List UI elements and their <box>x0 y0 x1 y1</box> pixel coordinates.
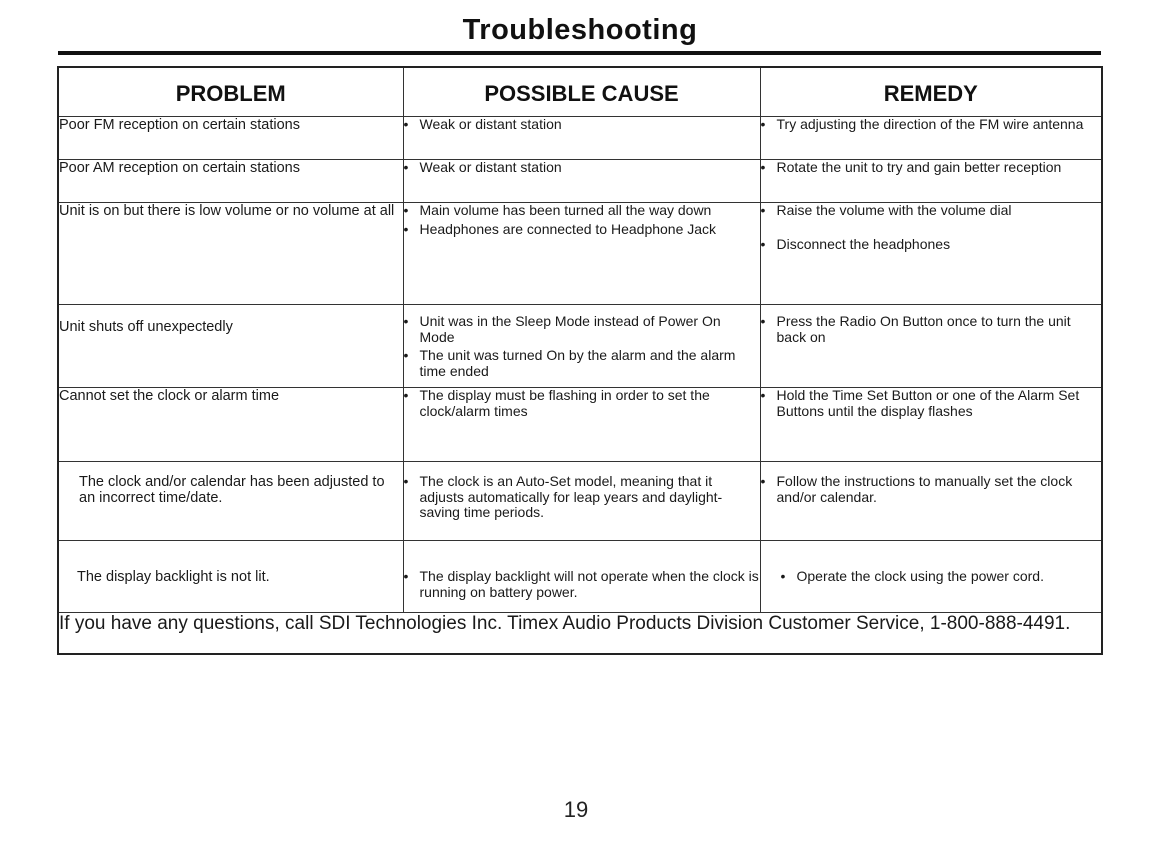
remedy-item: • Rotate the unit to try and gain better reception <box>761 160 1102 176</box>
customer-service-note: If you have any questions, call SDI Technologies Inc. Timex Audio Products Division Customer Service, 1-800-888-4491. <box>58 613 1102 655</box>
table-row <box>58 388 1102 462</box>
cause-cell <box>403 305 760 388</box>
remedy-cell <box>760 388 1102 462</box>
table-header-row <box>58 67 1102 117</box>
cause-item: • The unit was turned On by the alarm and the alarm time ended <box>404 348 760 379</box>
cause-item: • Weak or distant station <box>404 117 760 133</box>
table-row <box>58 160 1102 203</box>
cause-item: • The display backlight will not operate when the clock is running on battery power. <box>404 569 760 600</box>
troubleshooting-table <box>57 66 1103 655</box>
problem-cell: The display backlight is not lit. <box>58 541 403 613</box>
cause-cell <box>403 117 760 160</box>
cause-item: • Main volume has been turned all the way down <box>404 203 760 219</box>
cause-cell <box>403 388 760 462</box>
cause-item: • The clock is an Auto-Set model, meaning that it adjusts automatically for leap years and daylight-saving time periods. <box>404 474 760 521</box>
remedy-cell <box>760 160 1102 203</box>
remedy-cell <box>760 541 1102 613</box>
header-remedy: REMEDY <box>760 67 1102 117</box>
cause-cell <box>403 203 760 305</box>
title-divider <box>58 51 1101 55</box>
problem-cell: Cannot set the clock or alarm time <box>58 388 403 462</box>
problem-cell: Poor AM reception on certain stations <box>58 160 403 203</box>
cause-item: • The display must be flashing in order to set the clock/alarm times <box>404 388 760 419</box>
table-row <box>58 203 1102 305</box>
footer-row <box>58 613 1102 655</box>
remedy-item: • Follow the instructions to manually set the clock and/or calendar. <box>761 474 1102 505</box>
cause-cell <box>403 462 760 541</box>
page-title: Troubleshooting <box>462 14 698 46</box>
cause-cell <box>403 541 760 613</box>
remedy-cell <box>760 462 1102 541</box>
table-row <box>58 462 1102 541</box>
problem-cell: The clock and/or calendar has been adjusted to an incorrect time/date. <box>58 462 403 541</box>
cause-item: • Unit was in the Sleep Mode instead of Power On Mode <box>404 314 760 345</box>
remedy-cell <box>760 203 1102 305</box>
header-problem: PROBLEM <box>58 67 403 117</box>
remedy-cell <box>760 117 1102 160</box>
cause-cell <box>403 160 760 203</box>
table-row <box>58 541 1102 613</box>
page-number: 19 <box>563 797 589 822</box>
remedy-cell <box>760 305 1102 388</box>
table-row <box>58 117 1102 160</box>
cause-item: • Weak or distant station <box>404 160 760 176</box>
remedy-item: • Hold the Time Set Button or one of the Alarm Set Buttons until the display flashes <box>761 388 1102 419</box>
header-possible-cause: POSSIBLE CAUSE <box>403 67 760 117</box>
remedy-item: • Press the Radio On Button once to turn the unit back on <box>761 314 1102 345</box>
problem-cell: Poor FM reception on certain stations <box>58 117 403 160</box>
problem-cell: Unit shuts off unexpectedly <box>58 305 403 388</box>
remedy-item: • Operate the clock using the power cord. <box>781 569 1102 585</box>
cause-item: • Headphones are connected to Headphone Jack <box>404 222 760 238</box>
remedy-item: • Disconnect the headphones <box>761 237 1102 253</box>
remedy-item: • Try adjusting the direction of the FM wire antenna <box>761 117 1102 133</box>
problem-cell: Unit is on but there is low volume or no volume at all <box>58 203 403 305</box>
table-row <box>58 305 1102 388</box>
remedy-item: • Raise the volume with the volume dial <box>761 203 1102 219</box>
